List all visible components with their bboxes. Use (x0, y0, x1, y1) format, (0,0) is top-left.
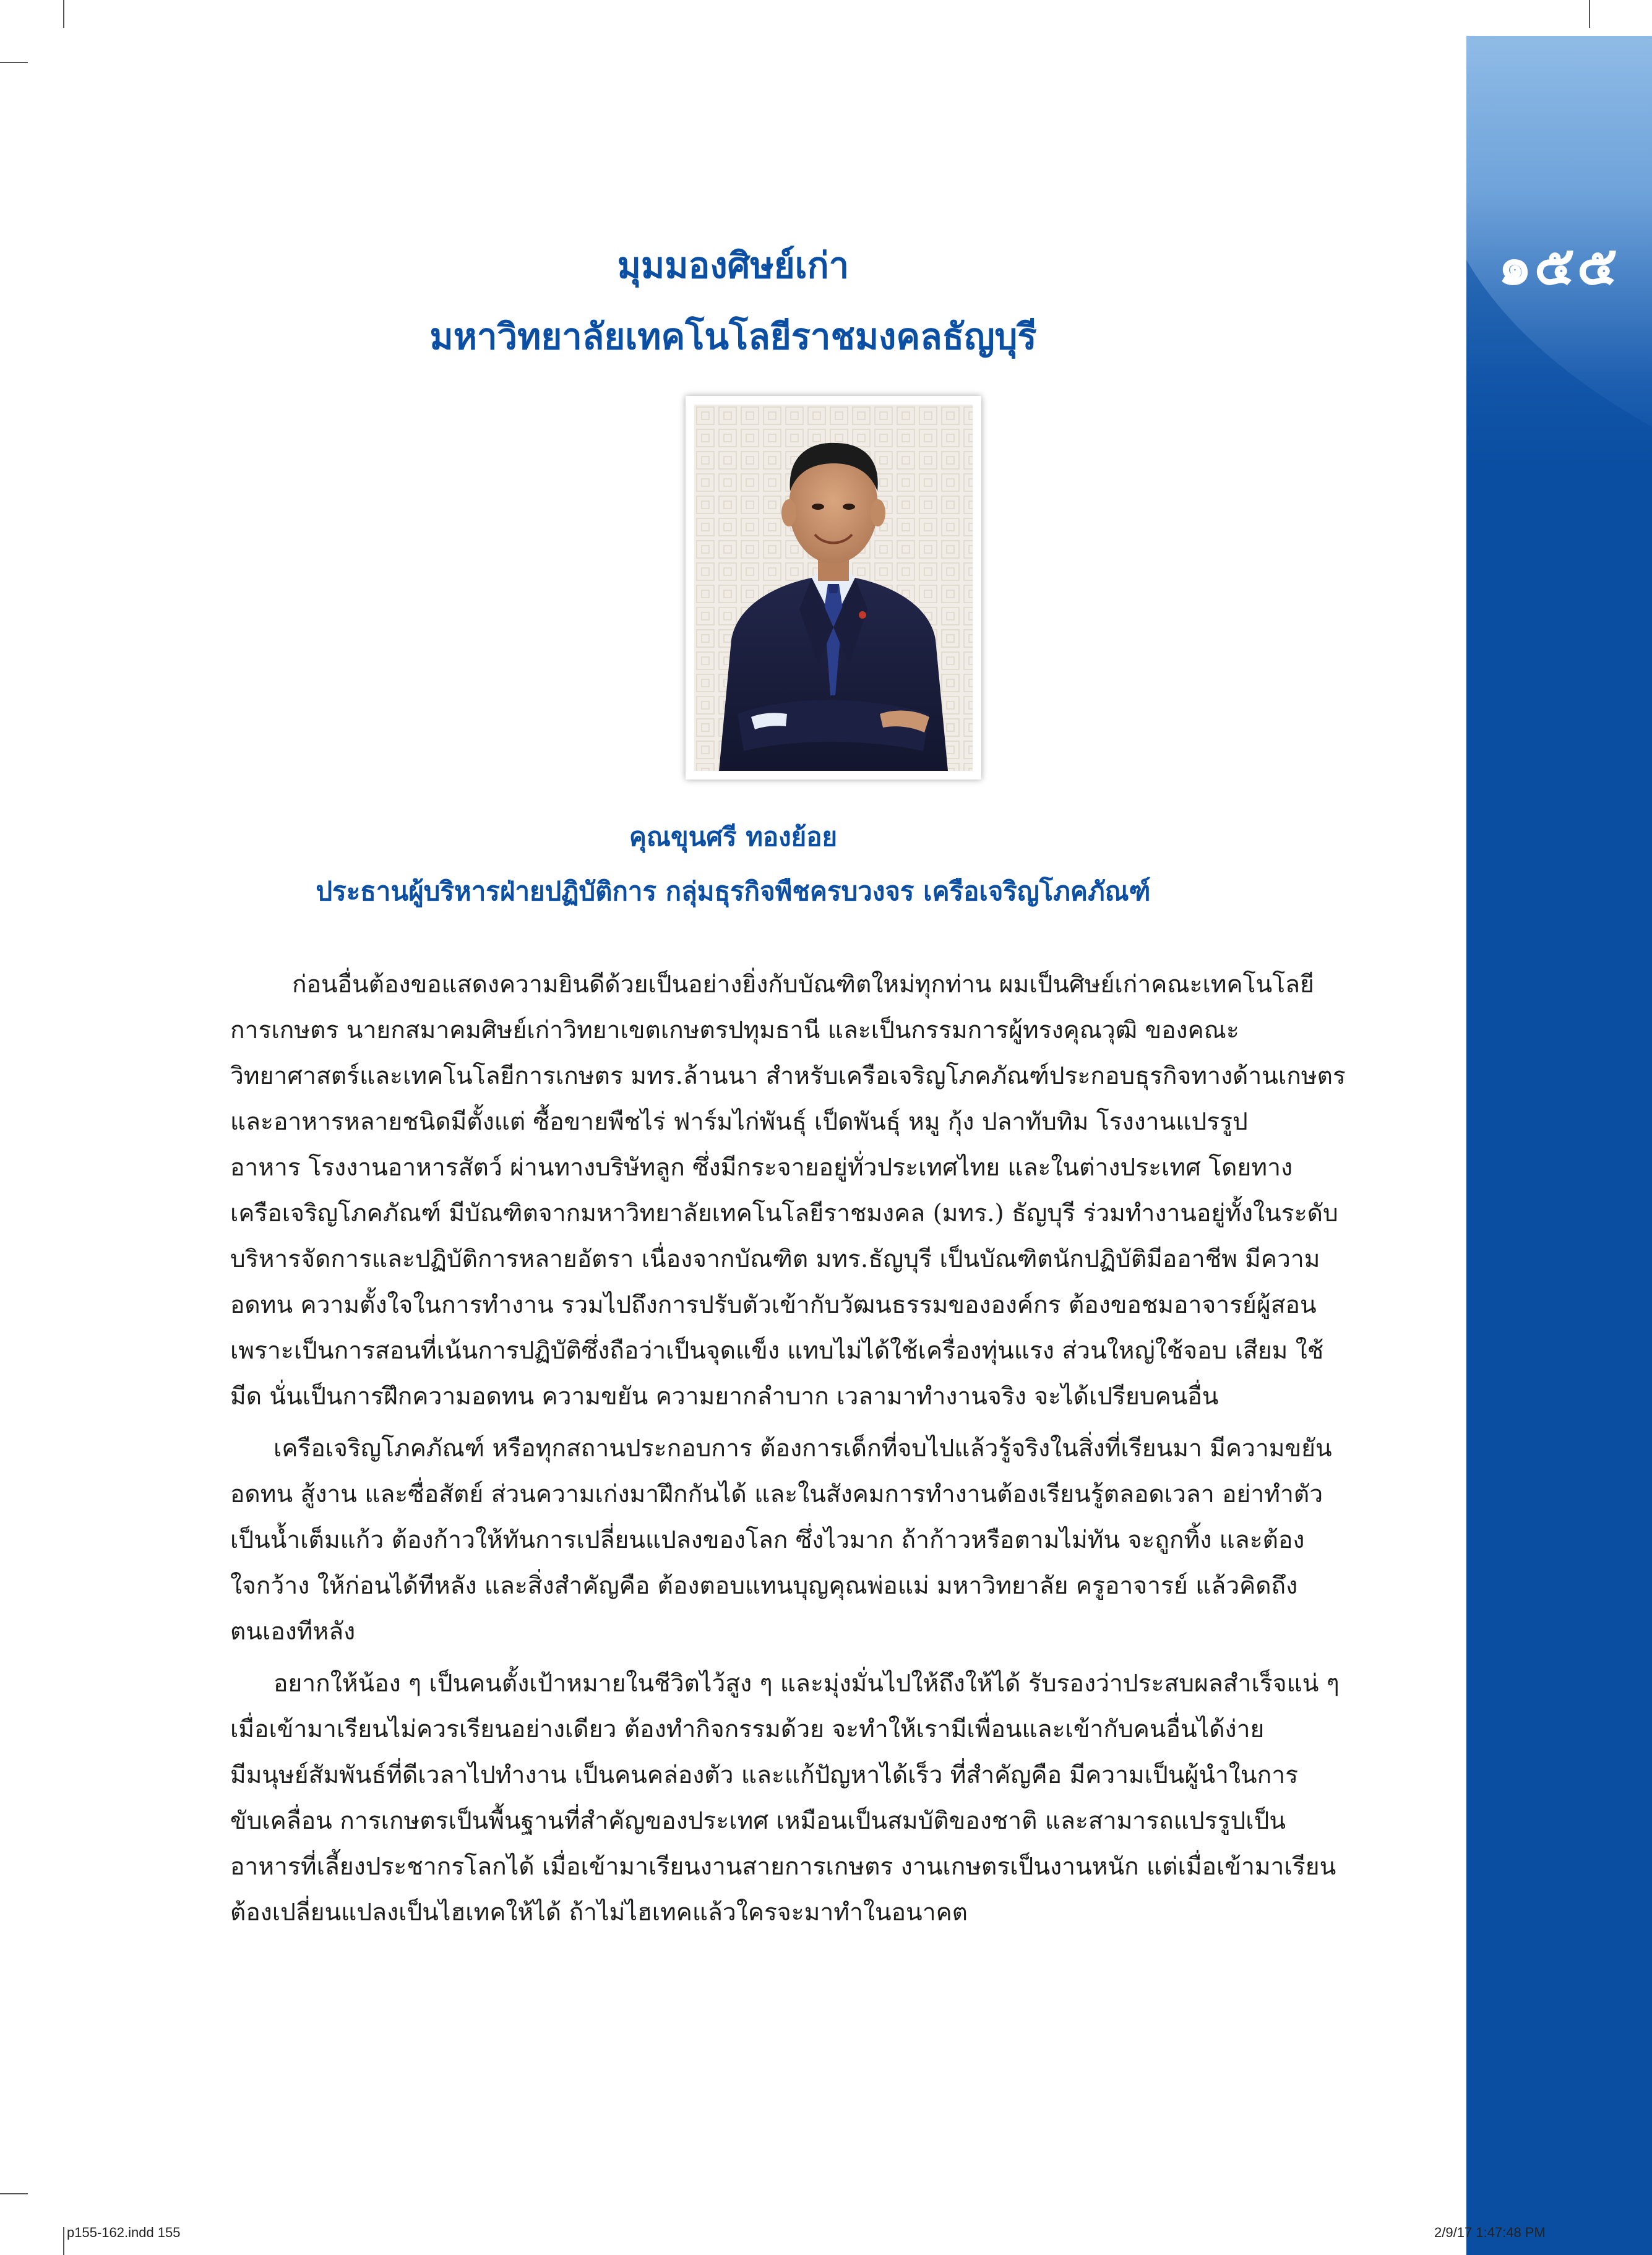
text-line: เพราะเป็นการสอนที่เน้นการปฏิบัติซึ่งถือว่าเป็นจุดแข็ง แทบไม่ได้ใช้เครื่องทุ่นแรง ส่วนใหญ่ใช้จอบ เสียม ใช้ (230, 1337, 1324, 1365)
page-title-line1: มุมมองศิษย์เก่า (617, 244, 850, 286)
person-position: ประธานผู้บริหารฝ่ายปฏิบัติการ กลุ่มธุรกิจพืชครบวงจร เครือเจริญโภคภัณฑ์ (316, 876, 1151, 906)
text-line: อยากให้น้อง ๆ เป็นคนตั้งเป้าหมายในชีวิตไว้สูง ๆ และมุ่งมั่นไปให้ถึงให้ได้ รับรองว่าประสบผลสำเร็จแน่ ๆ (273, 1670, 1340, 1698)
text-line: และอาหารหลายชนิดมีตั้งแต่ ซื้อขายพืชไร่ ฟาร์มไก่พันธุ์ เป็ดพันธุ์ หมู กุ้ง ปลาทับทิม โรงงานแปรรูป (230, 1108, 1248, 1136)
text-line: บริหารจัดการและปฏิบัติการหลายอัตรา เนื่องจากบัณฑิต มทร.ธัญบุรี เป็นบัณฑิตนักปฏิบัติมีออาชีพ มีความ (230, 1245, 1320, 1273)
text-line: อาหาร โรงงานอาหารสัตว์ ผ่านทางบริษัทลูก ซึ่งมีกระจายอยู่ทั่วประเทศไทย และในต่างประเทศ โดยทาง (230, 1154, 1293, 1182)
text-line: เมื่อเข้ามาเรียนไม่ควรเรียนอย่างเดียว ต้องทำกิจกรรมด้วย จะทำให้เรามีเพื่อนและเข้ากับคนอื่นได้ง่าย (230, 1716, 1265, 1743)
text-line: การเกษตร นายกสมาคมศิษย์เก่าวิทยาเขตเกษตรปทุมธานี และเป็นกรรมการผู้ทรงคุณวุฒิ ของคณะ (230, 1016, 1239, 1044)
page-number: ๑๕๕ (1498, 235, 1620, 297)
person-name: คุณขุนศรี ทองย้อย (629, 822, 838, 852)
text-line: ขับเคลื่อน การเกษตรเป็นพื้นฐานที่สำคัญของประเทศ เหมือนเป็นสมบัติของชาติ และสามารถแปรรูปเป็น (230, 1807, 1286, 1835)
text-line: ก่อนอื่นต้องขอแสดงความยินดีด้วยเป็นอย่างยิ่งกับบัณฑิตใหม่ทุกท่าน ผมเป็นศิษย์เก่าคณะเทคโนโลยี (292, 971, 1314, 999)
crop-mark (1589, 0, 1590, 28)
footer-timestamp: 2/9/17 1:47:48 PM (1434, 2225, 1546, 2240)
crop-mark (0, 2193, 28, 2194)
text-line: ใจกว้าง ให้ก่อนได้ทีหลัง และสิ่งสำคัญคือ ต้องตอบแทนบุญคุณพ่อแม่ มหาวิทยาลัย ครูอาจารย์ แล้วคิดถึง (230, 1572, 1298, 1600)
crop-mark (63, 2227, 64, 2255)
paragraph-3 (230, 1661, 1434, 1936)
text-line: อดทน สู้งาน และซื่อสัตย์ ส่วนความเก่งมาฝึกกันได้ และในสังคมการทำงานต้องเรียนรู้ตลอดเวลา อย่าทำตัว (230, 1480, 1323, 1508)
text-line: วิทยาศาสตร์และเทคโนโลยีการเกษตร มทร.ล้านนา สำหรับเครือเจริญโภคภัณฑ์ประกอบธุรกิจทางด้านเกษตร (230, 1062, 1346, 1090)
text-line: มีด นั่นเป็นการฝึกความอดทน ความขยัน ความยากลำบาก เวลามาทำงานจริง จะได้เปรียบคนอื่น (230, 1383, 1219, 1411)
text-line: เป็นน้ำเต็มแก้ว ต้องก้าวให้ทันการเปลี่ยนแปลงของโลก ซึ่งไวมาก ถ้าก้าวหรือตามไม่ทัน จะถูกทิ้ง และต้อง (230, 1526, 1305, 1554)
article-body (230, 962, 1434, 1942)
text-line: ต้องเปลี่ยนแปลงเป็นไฮเทคให้ได้ ถ้าไม่ไฮเทคแล้วใครจะมาทำในอนาคต (230, 1899, 968, 1926)
paragraph-2 (230, 1426, 1434, 1655)
text-line: ตนเองทีหลัง (230, 1618, 356, 1646)
text-line: เครือเจริญโภคภัณฑ์ หรือทุกสถานประกอบการ ต้องการเด็กที่จบไปแล้วรู้จริงในสิ่งที่เรียนมา มีความขยัน (273, 1435, 1332, 1463)
text-line: มีมนุษย์สัมพันธ์ที่ดีเวลาไปทำงาน เป็นคนคล่องตัว และแก้ปัญหาได้เร็ว ที่สำคัญคือ มีความเป็นผู้นำในการ (230, 1761, 1299, 1789)
crop-mark (63, 0, 64, 28)
text-line: เครือเจริญโภคภัณฑ์ มีบัณฑิตจากมหาวิทยาลัยเทคโนโลยีราชมงคล (มทร.) ธัญบุรี ร่วมทำงานอยู่ทั้งในระดับ (230, 1200, 1338, 1227)
portrait-photo (694, 405, 973, 771)
text-line: อาหารที่เลี้ยงประชากรโลกได้ เมื่อเข้ามาเรียนงานสายการเกษตร งานเกษตรเป็นงานหนัก แต่เมื่อเข้ามาเรียน (230, 1853, 1336, 1881)
text-line: อดทน ความตั้งใจในการทำงาน รวมไปถึงการปรับตัวเข้ากับวัฒนธรรมขององค์กร ต้องขอชมอาจารย์ผู้สอน (230, 1291, 1317, 1319)
footer-file-slug: p155-162.indd 155 (67, 2225, 181, 2240)
portrait-photo-frame (686, 396, 981, 780)
page-title-line2: มหาวิทยาลัยเทคโนโลยีราชมงคลธัญบุรี (429, 316, 1037, 358)
paragraph-1 (230, 962, 1434, 1420)
crop-mark (0, 62, 28, 63)
portrait-illustration (694, 405, 973, 771)
